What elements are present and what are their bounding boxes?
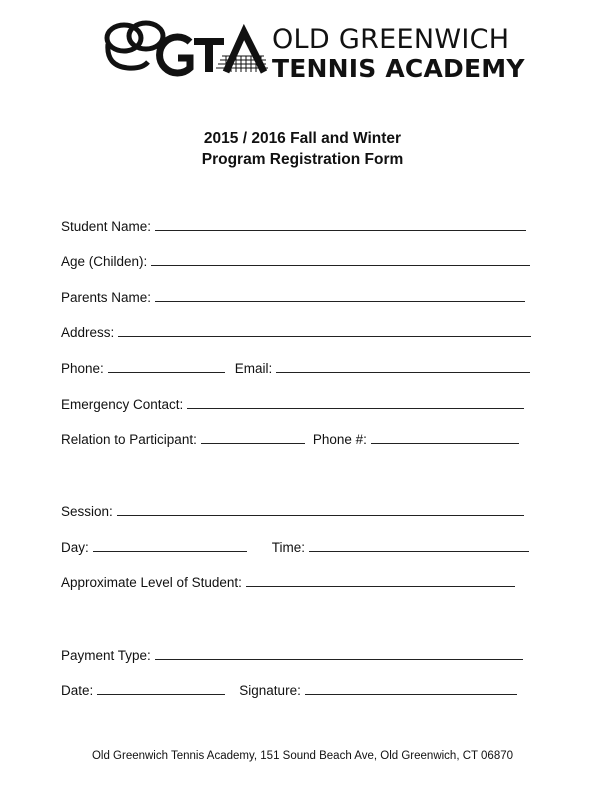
student-name-row: [61, 214, 526, 234]
relation-label: Relation to Participant:: [61, 432, 197, 447]
form-title-line-1: 2015 / 2016 Fall and Winter: [203, 130, 402, 147]
emergency-contact-row: [61, 392, 524, 412]
relation-field[interactable]: [201, 429, 305, 444]
date-signature-row: [61, 678, 517, 698]
day-time-row: [61, 535, 529, 555]
relation-row: [61, 427, 519, 447]
address-label: Address:: [61, 325, 115, 340]
age-field[interactable]: [151, 251, 530, 266]
day-label: Day:: [61, 540, 89, 555]
signature-field[interactable]: [305, 680, 517, 695]
logo-line-2: TENNIS ACADEMY: [272, 54, 525, 83]
day-field[interactable]: [93, 537, 247, 552]
email-label: Email:: [234, 361, 273, 376]
email-field[interactable]: [276, 358, 530, 373]
emergency-contact-field[interactable]: [187, 394, 524, 409]
phone-number-field[interactable]: [371, 429, 519, 444]
session-label: Session:: [61, 504, 113, 519]
address-row: [61, 320, 531, 340]
time-field[interactable]: [309, 537, 529, 552]
phone-field[interactable]: [108, 358, 225, 373]
age-row: [61, 249, 530, 269]
payment-type-label: Payment Type:: [61, 648, 151, 663]
parents-name-label: Parents Name:: [61, 290, 152, 305]
date-field[interactable]: [97, 680, 225, 695]
time-label: Time:: [271, 540, 306, 555]
level-label: Approximate Level of Student:: [61, 575, 242, 590]
logo-wordmark: [272, 26, 525, 81]
session-row: [61, 499, 524, 519]
logo-line-1: OLD GREENWICH: [272, 24, 510, 55]
level-field[interactable]: [246, 572, 515, 587]
academy-logo: [98, 12, 525, 84]
signature-label: Signature:: [239, 683, 301, 698]
address-field[interactable]: [118, 322, 531, 337]
phone-number-label: Phone #:: [312, 432, 367, 447]
phone-email-row: [61, 356, 530, 376]
payment-type-row: [61, 643, 523, 663]
level-row: [61, 570, 515, 590]
session-field[interactable]: [117, 501, 524, 516]
parents-name-row: [61, 285, 525, 305]
ogta-logo-mark: [98, 12, 268, 84]
parents-name-field[interactable]: [155, 287, 525, 302]
emergency-contact-label: Emergency Contact:: [61, 397, 184, 412]
form-title-line-2: Program Registration Form: [201, 151, 404, 168]
student-name-label: Student Name:: [61, 219, 152, 234]
student-name-field[interactable]: [155, 216, 526, 231]
date-label: Date:: [61, 683, 94, 698]
footer-address: Old Greenwich Tennis Academy, 151 Sound Beach Ave, Old Greenwich, CT 06870: [91, 750, 514, 762]
age-label: Age (Childen):: [61, 254, 148, 269]
form-title: [0, 128, 605, 170]
payment-type-field[interactable]: [155, 645, 523, 660]
phone-label: Phone:: [61, 361, 104, 376]
